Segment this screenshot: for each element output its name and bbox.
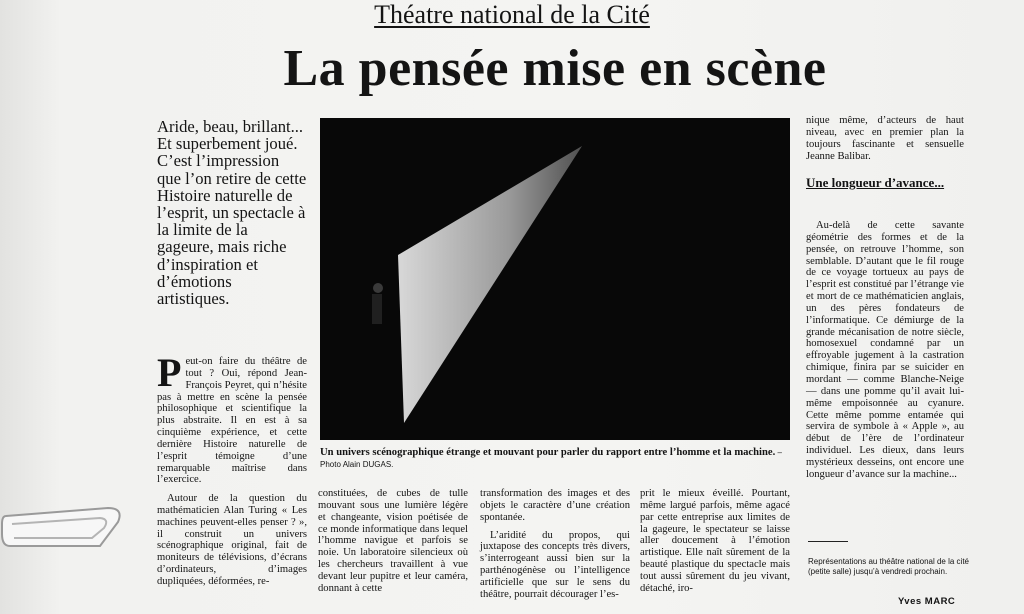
column-4 (640, 488, 790, 601)
photo-caption (320, 447, 790, 471)
drop-cap: P (157, 350, 182, 395)
column-1-paragraph-1: eut-on faire du théâtre de tout ? Oui, répond Jean-François Peyret, qui n’hésite pas à mettre en scène la pensée philosophique et scientifique la plus abstraite. Il en est à sa cinquième expérience, et cette dernière Histoire naturelle de l’esprit témoigne d’une remarquable maîtrise dans l’exercice. (157, 356, 307, 486)
column-2-text: constituées, de cubes de tulle mouvant sous une lumière légère et changeante, vision poétisée de ce monde informatique dans lequel l’homme navigue et parfois se noie. Un laboratoire silencieux où les chercheurs travaillent à vue devant leur pupitre et leur caméra, donnant à cette (318, 488, 468, 594)
column-5-bottom (806, 220, 964, 487)
photo-credit: – Photo Alain DUGAS. (320, 448, 782, 469)
column-5-paragraph-2: Au-delà de cette savante géométrie des formes et de la pensée, on retrouve l’homme, son semblable. D’autant que le fil rouge de ce voyage tortueux au pays de l’esprit est constitué par l’étrange vie et mort de ce mathématicien anglais, un des pères fondateurs de l’informatique. Ce démiurge de la grande mécanisation de notre siècle, homosexuel condamné par un effroyable jugement à la castration chimique, finira par se suicider en mordant — comme Blanche-Neige — dans une pomme qu’il avait lui-même empoisonnée au cyanure. Cette même pomme entamée qui servira de symbole à « Apple », au début de l’ère de l’ordinateur individuel. Les dieux, dans leurs mystérieux desseins, ont encore une longueur d’avance sur la machine... (806, 220, 964, 480)
column-5-top (806, 115, 964, 168)
stage-light-beam-image (320, 118, 790, 440)
performance-note: Représentations au théâtre national de la cité (petite salle) jusqu’à vendredi prochain. (808, 557, 969, 576)
author-signature: Yves MARC (898, 596, 956, 607)
column-1-bottom (157, 493, 307, 594)
stage-photo (320, 118, 790, 440)
section-kicker (0, 0, 1024, 30)
paper-clip-icon (0, 494, 130, 564)
column-3-paragraph-1: transformation des images et des objets le caractère d’une création spontanée. (480, 488, 630, 523)
note-divider (808, 541, 848, 542)
column-2 (318, 488, 468, 601)
column-1-top (157, 350, 307, 486)
column-4-text: prit le mieux éveillé. Pourtant, même largué parfois, même agacé par cette entreprise aux limites de la gageure, le spectateur se laisse aller doucement à l’émotion artistique. Elle naît sûrement de la beauté plastique du spectacle mais tout aussi sûrement du jeu vivant, détaché, iro- (640, 488, 790, 594)
headline: La pensée mise en scène (283, 40, 827, 97)
actor-silhouette (373, 283, 383, 293)
caption-text: Un univers scénographique étrange et mouvant pour parler du rapport entre l’homme et la machine. (320, 447, 776, 458)
actor-body (372, 294, 382, 324)
column-1-paragraph-2: Autour de la question du mathématicien Alan Turing « Les machines peuvent-elles penser ? », il construit un univers scénographique original, fait de moniteurs de télévisions, d’écrans d’ordinateurs, d’images dupliquées, déformées, re- (157, 493, 307, 587)
column-5-paragraph-1: nique même, d’acteurs de haut niveau, avec en premier plan la toujours fascinante et sensuelle Jeanne Balibar. (806, 115, 964, 162)
column-3-paragraph-2: L’aridité du propos, qui juxtapose des concepts très divers, s’interrogeant aussi bien sur la parthénogénèse ou l’intelligence artificielle que sur le sens du théâtre, pourrait décourager l’es- (480, 529, 630, 600)
lead-paragraph: Aride, beau, brillant... Et superbement joué. C’est l’impression que l’on retire de cette Histoire naturelle de l’esprit, un spectacle à la limite de la gageure, mais riche d’inspiration et d’émotions artistiques. (157, 117, 307, 309)
subheading: Une longueur d’avance... (806, 175, 945, 190)
column-3 (480, 488, 630, 607)
kicker-text: Théatre national de la Cité (374, 0, 650, 29)
light-beam (398, 146, 582, 423)
